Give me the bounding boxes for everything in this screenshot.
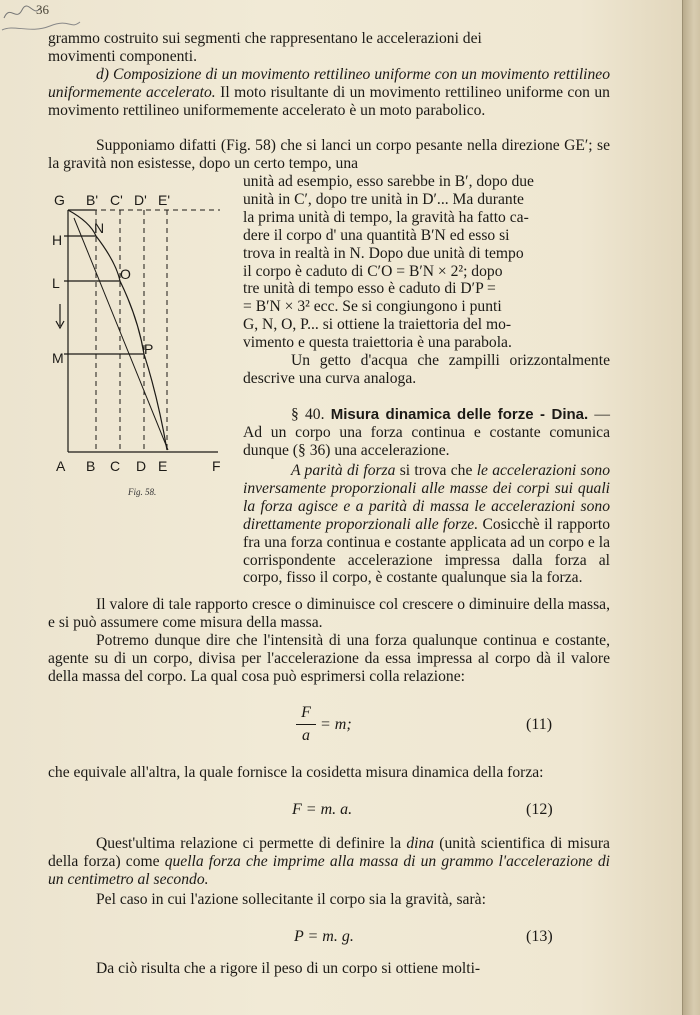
final-paragraph — [48, 960, 610, 978]
label-P: P — [144, 341, 154, 357]
label-L: L — [52, 275, 60, 291]
label-D: D — [136, 458, 147, 474]
parabolic-trajectory — [68, 210, 167, 450]
side-line-4: dere il corpo d' una quantità B′N ed esso si — [243, 226, 510, 244]
last-paragraph — [48, 835, 610, 889]
label-G: G — [54, 192, 65, 208]
gravity-text: Pel caso in cui l'azione sollecitante il corpo sia la gravità, sarà: — [96, 891, 486, 908]
eq12-formula: F = m. a. — [292, 801, 353, 818]
label-N: N — [94, 220, 105, 236]
side-line-10: vimento e questa traiettoria è una parabola. — [243, 334, 512, 352]
side-line-9: G, N, O, P... si ottiene la traiettoria del mo- — [243, 316, 512, 334]
equiv-text: che equivale all'altra, la quale fornisce la cosidetta misura dinamica della forza: — [48, 764, 544, 781]
equiv-paragraph — [48, 764, 610, 782]
section-40-title: Misura dinamica delle forze - Dina. — [330, 406, 589, 423]
eq11-numerator: F — [301, 704, 311, 721]
section-40-paragraph — [243, 406, 610, 460]
gravity-paragraph — [48, 891, 610, 909]
straight-guide-line — [74, 218, 168, 450]
figure-side-text — [243, 173, 610, 388]
label-D-prime: D' — [134, 192, 147, 208]
top-line-2: movimenti componenti. — [48, 47, 197, 65]
label-H: H — [52, 232, 63, 248]
figure-caption: Fig. 58. — [128, 487, 157, 497]
side-line-2: unità in C′, dopo tre unità in D′... Ma durante — [243, 190, 524, 208]
dina-definition: quella forza che imprime alla massa di un grammo l'accelerazione di un centimetro al secondo. — [48, 852, 610, 888]
intensity-text: Potremo dunque dire che l'intensità di una forza qualunque continua e costante, agente su di un corpo, divisa per l'accelerazione da essa impressa al corpo dà il valore della massa del corpo. La qual cosa può esprimersi colla relazione: — [48, 632, 610, 685]
label-B-prime: B' — [86, 192, 99, 208]
last-text-1: Quest'ultima relazione ci permette di definire la — [96, 835, 407, 852]
value-paragraph — [48, 596, 610, 632]
section-d-paragraph — [48, 66, 610, 120]
side-line-7: tre unità di tempo esso è caduto di D′P = — [243, 280, 496, 298]
parity-italic-1: A parità di forza — [291, 462, 396, 479]
label-F: F — [212, 458, 221, 474]
top-line-1: grammo costruito sui segmenti che rappresentano le accelerazioni dei — [48, 30, 482, 47]
label-C: C — [110, 458, 121, 474]
eq12-number: (12) — [526, 801, 553, 818]
side-line-1: unità ad esempio, esso sarebbe in B′, dopo due — [243, 173, 534, 190]
eq11-rhs: = m; — [320, 716, 352, 733]
section-d-text: Il moto risultante di un movimento rettilineo uniforme con un movimento rettilineo uniformemente accelerato è un moto parabolico. — [48, 83, 610, 119]
parity-plain-2: Cosicchè il rapporto fra una forza continua e costante applicata ad un corpo e la corrispondente accelerazione impressa dalla forza al corpo, fisso il corpo, è costante qualunque sia la forza. — [243, 515, 610, 587]
figure-58-trajectory-diagram — [50, 188, 230, 484]
label-C-prime: C' — [110, 192, 123, 208]
eq11-fraction-bar — [296, 724, 316, 725]
dina-term: dina — [406, 835, 435, 852]
eq13-formula: P = m. g. — [294, 928, 354, 945]
label-A: A — [56, 458, 66, 474]
parity-plain-1: si trova che — [395, 462, 477, 479]
page-number: 36 — [36, 2, 49, 17]
label-O: O — [120, 266, 131, 282]
section-40-number: § 40. — [291, 406, 325, 423]
parity-paragraph-start — [243, 462, 610, 587]
eq11-denominator: a — [302, 727, 310, 744]
last-text-2: (unità scientifica di misura della forza) come — [48, 835, 610, 870]
intensity-paragraph — [48, 632, 610, 686]
final-text: Da ciò risulta che a rigore il peso di un corpo si ottiene molti- — [96, 960, 481, 977]
side-line-6: il corpo è caduto di C′O = B′N × 2²; dopo — [243, 262, 503, 280]
section-40-text: — Ad un corpo una forza continua e costante comunica dunque (§ 36) una accelerazione. — [243, 406, 610, 459]
label-M: M — [52, 350, 64, 366]
page-binding-edge — [682, 0, 700, 1015]
value-text: Il valore di tale rapporto cresce o diminuisce col crescere o diminuire della massa, e si può assumere come misura della massa. — [48, 596, 610, 631]
suppose-text: Supponiamo difatti (Fig. 58) che si lanci un corpo pesante nella direzione GE′; se la gravità non esistesse, dopo un certo tempo, una — [48, 137, 610, 172]
eq13-number: (13) — [526, 928, 553, 945]
label-E: E — [158, 458, 168, 474]
side-line-8: = B′N × 3² ecc. Se si congiungono i punti — [243, 298, 502, 316]
side-line-3: la prima unità di tempo, la gravità ha fatto ca- — [243, 208, 529, 226]
section-d-title: Composizione di un movimento rettilineo uniforme con un movimento rettilineo uniformemente accelerato. — [48, 66, 610, 101]
side-line-5: trova in realtà in N. Dopo due unità di tempo — [243, 244, 524, 262]
eq11-number: (11) — [526, 716, 553, 733]
water-jet-text: Un getto d'acqua che zampilli orizzontalmente descrive una curva analoga. — [243, 352, 610, 387]
label-E-prime: E' — [158, 192, 171, 208]
label-B: B — [86, 458, 96, 474]
section-d-label: d) — [96, 66, 114, 83]
top-paragraph — [48, 30, 610, 66]
suppose-paragraph — [48, 137, 610, 173]
parity-italic-2: le accelerazioni sono inversamente proporzionali alle masse dei corpi sui quali la forza agisce e a parità di massa le accelerazioni sono direttamente proporzionali alle forze. — [243, 462, 610, 533]
